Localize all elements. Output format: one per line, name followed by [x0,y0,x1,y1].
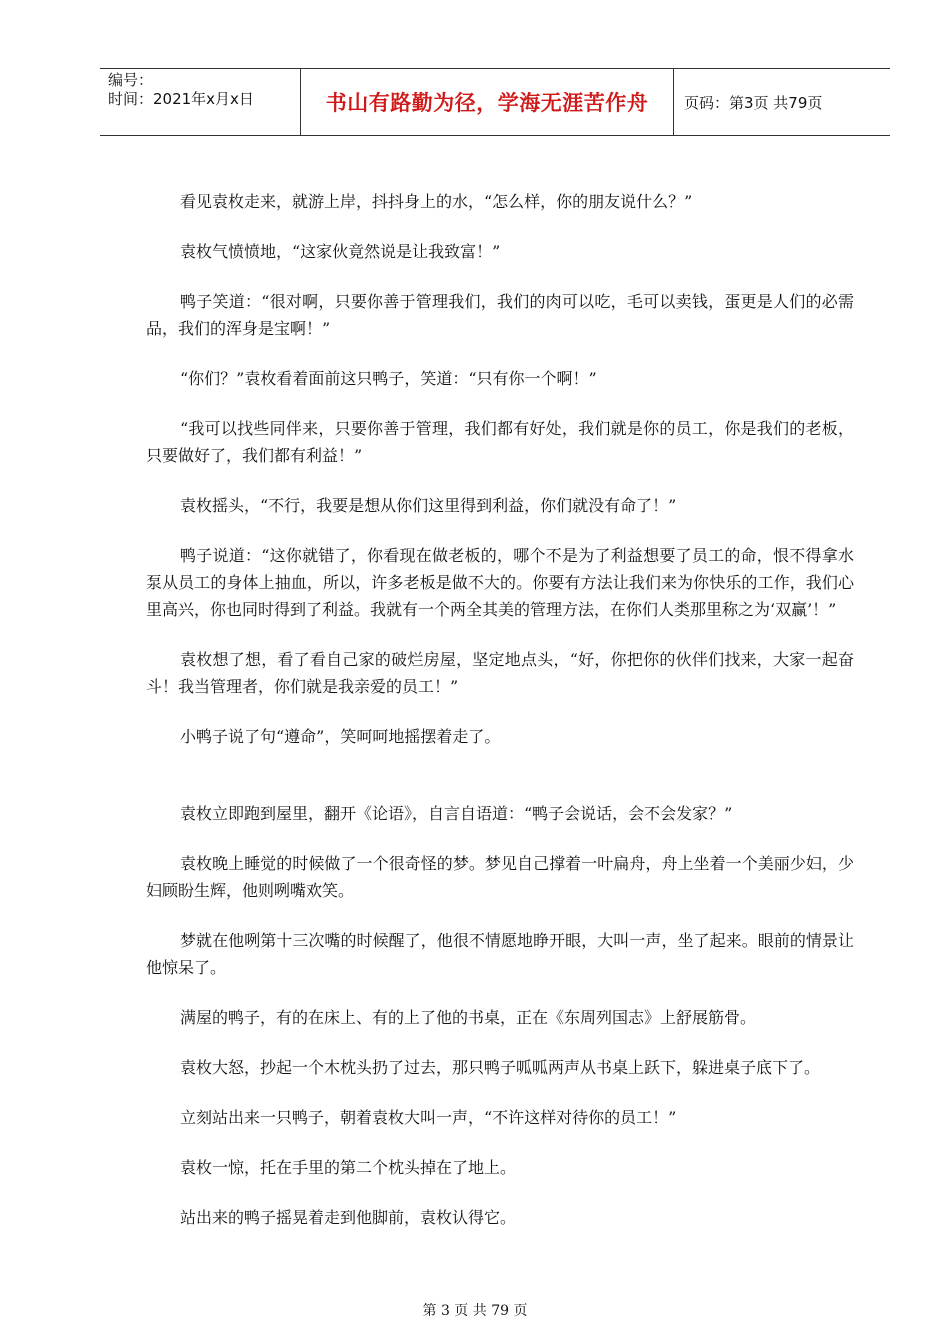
page-footer: 第 3 页 共 79 页 [422,1303,528,1319]
header-page-info: 页码：第3页 共79页 [684,93,823,112]
paragraph: 满屋的鸭子，有的在床上、有的上了他的书桌，正在《东周列国志》上舒展筋骨。 [180,1008,757,1027]
header-motto: 书山有路勤为径，学海无涯苦作舟 [301,69,674,135]
paragraph: 立刻站出来一只鸭子，朝着袁枚大叫一声，“不许这样对待你的员工！” [180,1108,677,1127]
paragraph: 袁枚立即跑到屋里，翻开《论语》，自言自语道：“鸭子会说话，会不会发家？” [180,804,733,823]
paragraph: 看见袁枚走来，就游上岸，抖抖身上的水，“怎么样，你的朋友说什么？” [180,192,693,211]
header-meta [100,69,301,135]
time-label: 时间：2021年x月x日 [108,90,254,108]
paragraph: 鸭子说道：“这你就错了，你看现在做老板的，哪个不是为了利益想要了员工的命，恨不得拿水泵从员工的身体上抽血，所以，许多老板是做不大的。你要有方法让我们来为你快乐的工作，我们心里高兴，你也同时得到了利益。我就有一个两全其美的管理方法，在你们人类那里称之为‘双赢’！” [146,546,854,619]
paragraph: 鸭子笑道：“很对啊，只要你善于管理我们，我们的肉可以吃，毛可以卖钱，蛋更是人们的必需品，我们的浑身是宝啊！” [146,292,854,338]
paragraph: 梦就在他咧第十三次嘴的时候醒了，他很不情愿地睁开眼，大叫一声，坐了起来。眼前的情景让他惊呆了。 [146,931,854,977]
paragraph: 袁枚一惊，托在手里的第二个枕头掉在了地上。 [180,1158,517,1177]
paragraph: 袁枚想了想，看了看自己家的破烂房屋，坚定地点头，“好，你把你的伙伴们找来，大家一起奋斗！我当管理者，你们就是我亲爱的员工！” [146,650,854,696]
paragraph: 袁枚晚上睡觉的时候做了一个很奇怪的梦。梦见自己撑着一叶扁舟，舟上坐着一个美丽少妇，少妇顾盼生辉，他则咧嘴欢笑。 [146,854,854,900]
paragraph: 小鸭子说了句“遵命”，笑呵呵地摇摆着走了。 [180,727,501,746]
paragraph: “你们？”袁枚看着面前这只鸭子，笑道：“只有你一个啊！” [180,369,597,388]
paragraph: “我可以找些同伴来，只要你善于管理，我们都有好处，我们就是你的员工，你是我们的老板，只要做好了，我们都有利益！” [146,419,854,465]
number-label: 编号： [108,71,154,89]
paragraph: 袁枚摇头，“不行，我要是想从你们这里得到利益，你们就没有命了！” [180,496,677,515]
paragraph: 袁枚大怒，抄起一个木枕头扔了过去，那只鸭子呱呱两声从书桌上跃下，躲进桌子底下了。 [180,1058,821,1077]
paragraph: 袁枚气愤愤地，“这家伙竟然说是让我致富！” [180,242,501,261]
paragraph: 站出来的鸭子摇晃着走到他脚前，袁枚认得它。 [180,1208,517,1227]
page-header [100,68,890,136]
document-body [146,188,854,1231]
